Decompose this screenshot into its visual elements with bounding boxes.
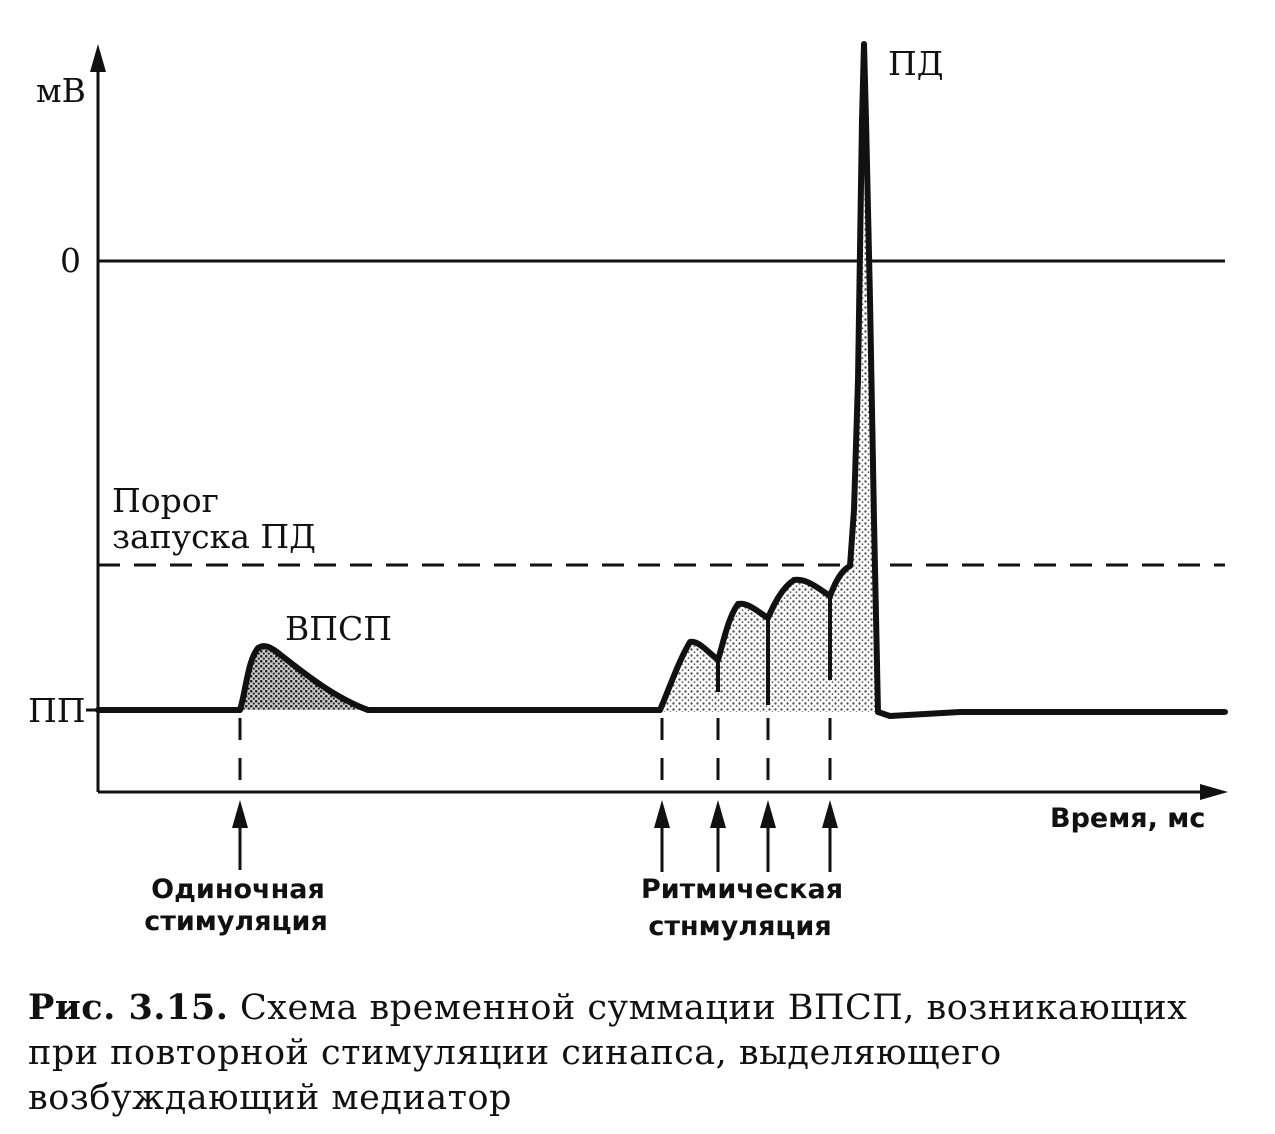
y-zero-label: 0	[60, 241, 81, 280]
rhythmic-stimulation-label-line1: Ритмическая	[640, 874, 844, 905]
action-potential-label: ПД	[888, 44, 944, 83]
y-axis	[90, 44, 106, 792]
rhythmic-stimulus-arrows	[654, 800, 838, 872]
figure-number: Рис. 3.15.	[28, 987, 229, 1028]
x-axis	[98, 784, 1228, 800]
threshold-label-line2: запуска ПД	[112, 517, 316, 556]
single-stimulation-label-line2: стимуляция	[144, 906, 328, 937]
stimulus-dashes	[240, 718, 830, 790]
y-rest-label: ПП	[28, 691, 86, 730]
membrane-potential-trace	[98, 44, 1225, 716]
single-stimulus-arrow	[232, 800, 248, 870]
figure-caption-text: Схема временной суммации ВПСП, возникающих при повторной стимуляции синапса, выделяющего возбуждающий медиатор	[28, 988, 1188, 1118]
threshold-label-line1: Порог	[112, 481, 219, 520]
epsp-label: ВПСП	[285, 609, 393, 648]
figure-caption	[28, 985, 1258, 1121]
single-stimulation-label-line1: Одиночная	[151, 874, 325, 905]
y-unit-label: мВ	[36, 71, 86, 110]
x-axis-label: Время, мс	[1050, 803, 1206, 834]
rhythmic-stimulation-label-line2: стнмуляция	[648, 911, 832, 942]
